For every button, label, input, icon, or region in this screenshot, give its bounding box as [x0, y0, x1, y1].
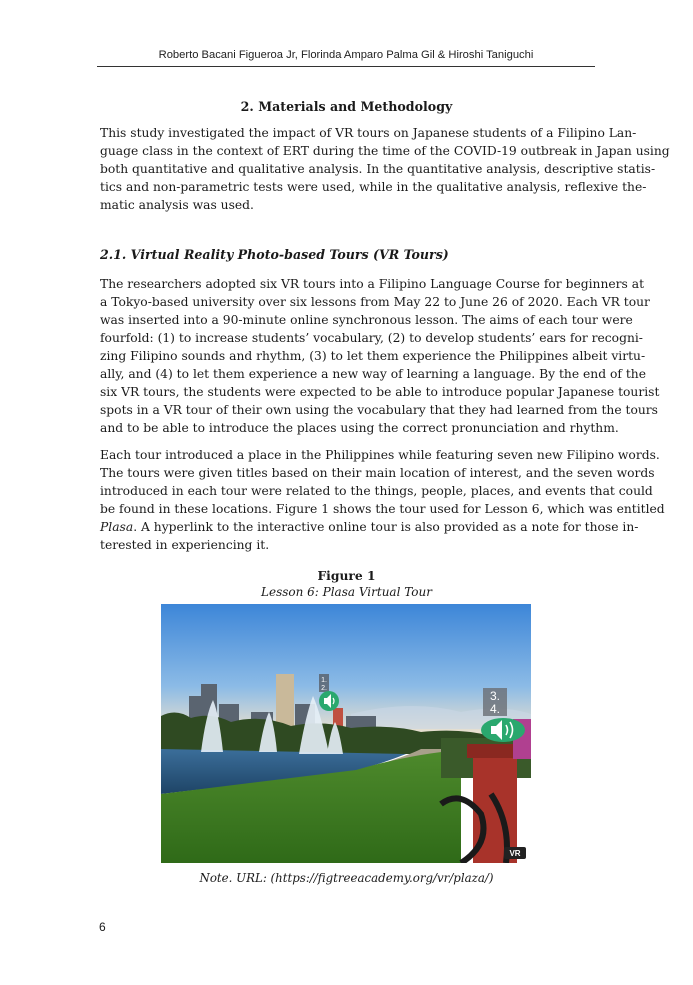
- text-line: was inserted into a 90-minute online synchronous lesson. The aims of each tour were: [100, 313, 633, 327]
- header-rule: [97, 66, 595, 67]
- note-label: Note.: [199, 871, 233, 885]
- text-line: terested in experiencing it.: [100, 538, 270, 552]
- vr-tour-image: [161, 604, 531, 863]
- text-line: spots in a VR tour of their own using the vocabulary that they had learned from the tours: [100, 403, 658, 417]
- plasa-title-italic: Plasa: [100, 520, 134, 534]
- running-header: Roberto Bacani Figueroa Jr, Florinda Amparo Palma Gil & Hiroshi Taniguchi: [158, 49, 534, 61]
- vr-tours-paragraph-2: [100, 446, 665, 554]
- hotspot-right-number-3: 3.: [489, 689, 501, 703]
- text-line: tics and non-parametric tests were used, while in the qualitative analysis, reflexive the-: [100, 180, 647, 194]
- text-line: ally, and (4) to let them experience a new way of learning a language. By the end of the: [100, 367, 647, 381]
- text-line: Each tour introduced a place in the Philippines while featuring seven new Filipino words.: [100, 448, 660, 462]
- subsection-title: 2.1. Virtual Reality Photo-based Tours (VR Tours): [100, 247, 449, 262]
- text-line: zing Filipino sounds and rhythm, (3) to let them experience the Philippines albeit virtu-: [100, 349, 646, 363]
- text-line: The researchers adopted six VR tours into a Filipino Language Course for beginners at: [100, 277, 645, 291]
- text-line: fourfold: (1) to increase students’ vocabulary, (2) to develop students’ ears for recogni-: [100, 331, 643, 345]
- hotspot-right-number-4: 4.: [489, 702, 501, 716]
- text-line: guage class in the context of ERT during the time of the COVID-19 outbreak in Japan using: [100, 144, 670, 158]
- figure-label: Figure 1: [317, 568, 376, 583]
- text-line: six VR tours, the students were expected to be able to introduce popular Japanese tourist: [100, 385, 660, 399]
- figure-note: [100, 871, 593, 885]
- figure-caption: Lesson 6: Plasa Virtual Tour: [261, 585, 432, 599]
- hotspot-left-number-1: 1.: [321, 677, 327, 684]
- vr-tours-paragraph-1: [100, 275, 660, 437]
- text-run: . A hyperlink to the interactive online tour is also provided as a note for those in-: [133, 520, 639, 534]
- section-title: 2. Materials and Methodology: [240, 99, 453, 114]
- vr-badge: [504, 847, 526, 859]
- text-line: both quantitative and qualitative analysis. In the quantitative analysis, descriptive statis-: [100, 162, 656, 176]
- text-line: matic analysis was used.: [100, 198, 254, 212]
- text-line: be found in these locations. Figure 1 shows the tour used for Lesson 6, which was entitled: [100, 502, 665, 516]
- methodology-paragraph: [100, 124, 670, 214]
- note-url: URL: (https://figtreeacademy.org/vr/plaza/): [232, 871, 494, 885]
- speaker-icon: [481, 718, 525, 742]
- vr-badge-label: VR: [509, 849, 521, 858]
- text-line: This study investigated the impact of VR tours on Japanese students of a Filipino Lan-: [100, 126, 637, 140]
- text-line: [100, 518, 639, 536]
- page-number: 6: [99, 920, 106, 934]
- text-line: The tours were given titles based on their main location of interest, and the seven words: [100, 466, 655, 480]
- text-line: a Tokyo-based university over six lessons from May 22 to June 26 of 2020. Each VR tour: [100, 295, 650, 309]
- text-line: introduced in each tour were related to the things, people, places, and events that could: [100, 484, 653, 498]
- hotspot-left-number-2: 2.: [321, 685, 327, 692]
- text-line: and to be able to introduce the places using the correct pronunciation and rhythm.: [100, 421, 619, 435]
